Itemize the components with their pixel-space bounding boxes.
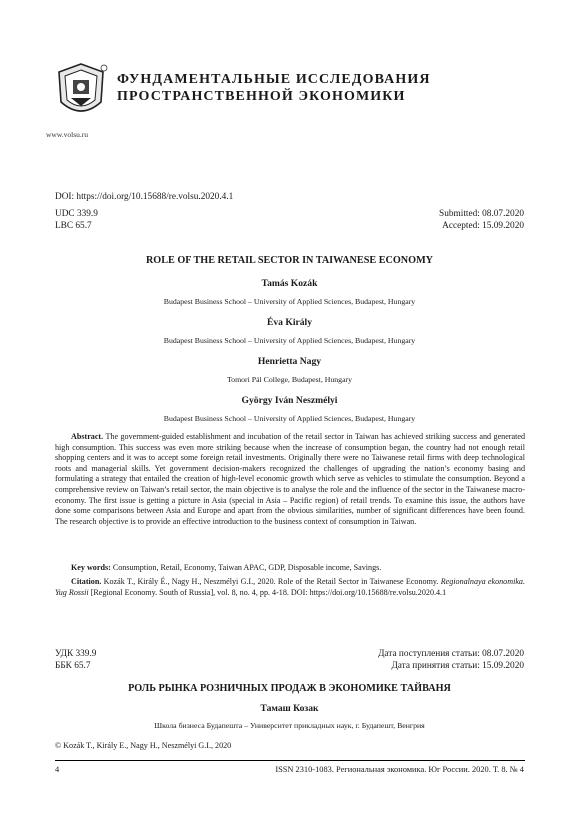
russian-dates: [378, 648, 524, 672]
article-title: ROLE OF THE RETAIL SECTOR IN TAIWANESE ECONOMY: [145, 255, 434, 266]
footer-divider: [55, 760, 525, 761]
accepted-date: Accepted: 15.09.2020: [442, 221, 524, 231]
received-date-ru: Дата поступления статьи: 08.07.2020: [378, 649, 524, 659]
keywords-label: Key words:: [71, 563, 111, 572]
dates: [439, 208, 524, 232]
citation: [55, 577, 525, 598]
issn-line: ISSN 2310-1083. Региональная экономика. Юг России. 2020. Т. 8. № 4: [275, 765, 524, 774]
abstract-text: The government-guided establishment and incubation of the retail sector in Taiwan has achieved striking success and generated high consumption. This success was even more striking because when the increase of consumption began, the country had not enough retail shopping centers and it was to accept some foreign retail investments. Originally there were no Taiwanese retail firms with deep technological roots and managerial skills. Yet government decision-makers recognized the challenges of upgrading the nation’s economy basing and formulating a strategy that entailed the creation of high-level economic growth which serve as vehicles to stimulate the consumption. Beyond a comprehensive review on Taiwan’s retail sector, the main objective is to analyse the role and the influence of the sector in the Taiwanese macro-economy. The first issue is getting a picture in Asia (special in Asia – Pacific region) of retail trends. To examine this issue, the authors have done some comparisons between Asia and Europe and apart from the obvious similarities, number of significant differences have been found. The research objective is to provide an effective introduction to the business context of consumption in Taiwan.: [55, 432, 525, 526]
journal-title-line1: ФУНДАМЕНТАЛЬНЫЕ ИССЛЕДОВАНИЯ: [117, 72, 431, 87]
copyright: © Kozák T., Király E., Nagy H., Neszmélyi G.I., 2020: [55, 741, 232, 750]
citation-journal: Regionalnaya ekonomika. Yug Rossii: [55, 577, 525, 597]
bbk-code: ББК 65.7: [55, 661, 91, 671]
russian-author: Тамаш Козак: [260, 703, 319, 714]
author-name: Henrietta Nagy: [257, 356, 322, 367]
citation-text: Kozák T., Király É., Nagy H., Neszmélyi G.I., 2020. Role of the Retail Sector in Taiwanese Economy.: [101, 577, 441, 586]
russian-title: РОЛЬ РЫНКА РОЗНИЧНЫХ ПРОДАЖ В ЭКОНОМИКЕ ТАЙВАНЯ: [128, 683, 451, 694]
citation-rest: [Regional Economy. South of Russia], vol. 8, no. 4, pp. 4-18. DOI: https://doi.org/10.15688/re.volsu.2020.4.1: [88, 587, 447, 597]
author-affiliation: Tomori Pál College, Budapest, Hungary: [226, 375, 353, 384]
journal-title-line2: ПРОСТРАНСТВЕННОЙ ЭКОНОМИКИ: [117, 89, 406, 104]
author-name: Éva Király: [266, 317, 313, 328]
author-affiliation: Budapest Business School – University of Applied Sciences, Budapest, Hungary: [163, 414, 416, 423]
abstract: [55, 432, 525, 527]
university-crest-icon: [53, 62, 109, 122]
website-url[interactable]: www.volsu.ru: [46, 130, 89, 139]
lbc-code: LBC 65.7: [55, 221, 92, 231]
udk-code: УДК 339.9: [55, 649, 97, 659]
journal-title: [117, 71, 431, 105]
keywords-text: Consumption, Retail, Economy, Taiwan APAC, GDP, Disposable income, Savings.: [110, 563, 382, 572]
author-affiliation: Budapest Business School – University of Applied Sciences, Budapest, Hungary: [163, 297, 416, 306]
author-name: Tamás Kozák: [261, 278, 318, 289]
author-name: György Iván Neszmélyi: [241, 395, 338, 406]
citation-label: Citation.: [71, 577, 102, 586]
classification-codes: [55, 208, 98, 232]
keywords: [55, 563, 525, 574]
russian-affiliation: Школа бизнеса Будапешта – Университет прикладных наук, г. Будапешт, Венгрия: [154, 721, 425, 730]
author-affiliation: Budapest Business School – University of Applied Sciences, Budapest, Hungary: [163, 336, 416, 345]
russian-codes: [55, 648, 96, 672]
submitted-date: Submitted: 08.07.2020: [439, 209, 524, 219]
page-number: 4: [55, 765, 60, 774]
accepted-date-ru: Дата принятия статьи: 15.09.2020: [391, 661, 524, 671]
udc-code: UDC 339.9: [55, 209, 98, 219]
doi[interactable]: DOI: https://doi.org/10.15688/re.volsu.2020.4.1: [55, 192, 234, 202]
abstract-label: Abstract.: [71, 432, 104, 441]
